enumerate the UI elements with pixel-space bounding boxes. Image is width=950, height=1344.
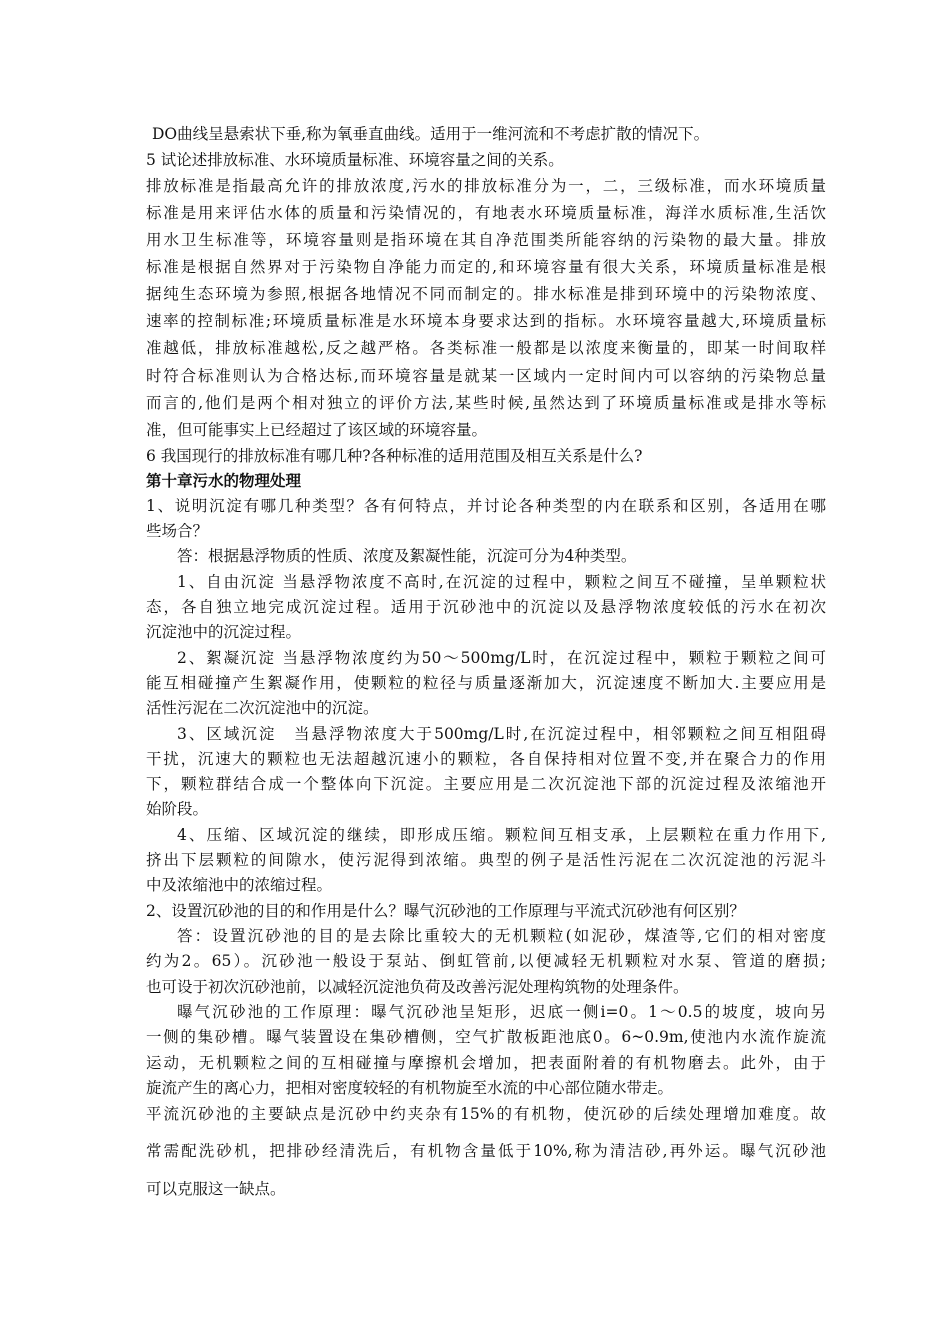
text-line: 下，颗粒群结合成一个整体向下沉淀。主要应用是二次沉淀池下部的沉淀过程及浓缩池开 [146,775,826,793]
text-line: 时符合标准则认为合格达标,而环境容量是就某一区域内一定时间内可以容纳的污染物总量 [146,367,826,385]
text-line: 也可设于初次沉砂池前，以减轻沉淀池负荷及改善污泥处理构筑物的处理条件。 [146,978,689,996]
text-line: 能互相碰撞产生絮凝作用，使颗粒的粒径与质量逐渐加大，沉淀速度不断加大.主要应用是 [146,674,826,692]
text-line: 干扰，沉速大的颗粒也无法超越沉速小的颗粒，各自保持相对位置不变,并在聚合力的作用 [146,750,826,768]
question-heading: 些场合？ [146,522,209,540]
question-heading: 6 我国现行的排放标准有哪几种?各种标准的适用范围及相互关系是什么? [146,447,643,465]
text-line: 曝气沉砂池的工作原理：曝气沉砂池呈矩形，迟底一侧i=0。1～0.5的坡度，坡向另 [177,1003,826,1021]
text-line: 旋流产生的离心力，把相对密度较轻的有机物旋至水流的中心部位随水带走。 [146,1079,674,1097]
question-heading: 2、设置沉砂池的目的和作用是什么？曝气沉砂池的工作原理与平流式沉砂池有何区别？ [146,902,745,920]
text-line: 准，但可能事实上已经超过了该区域的环境容量。 [146,421,488,439]
text-line: 答：设置沉砂池的目的是去除比重较大的无机颗粒(如泥砂，煤渣等,它们的相对密度 [177,927,826,945]
text-line: 标准是用来评估水体的质量和污染情况的，有地表水环境质量标准，海洋水质标准,生活饮 [146,204,826,222]
text-line: 态，各自独立地完成沉淀过程。适用于沉砂池中的沉淀以及悬浮物浓度较低的污水在初次 [146,598,826,616]
text-line: 挤出下层颗粒的间隙水，使污泥得到浓缩。典型的例子是活性污泥在二次沉淀池的污泥斗 [146,851,826,869]
text-line: 用水卫生标准等，环境容量则是指环境在其自净范围类所能容纳的污染物的最大量。排放 [146,231,826,249]
text-line: 准越低，排放标准越松,反之越严格。各类标准一般都是以浓度来衡量的，即某一时间取样 [146,339,826,357]
text-line: 可以克服这一缺点。 [146,1180,286,1198]
text-line: 中及浓缩池中的浓缩过程。 [146,876,333,894]
text-line: 一侧的集砂槽。曝气装置设在集砂槽侧，空气扩散板距池底0。6~0.9m,使池内水流作旋流 [146,1028,826,1046]
text-line: 2、絮凝沉淀 当悬浮物浓度约为50～500mg/L时，在沉淀过程中，颗粒于颗粒之间可 [177,649,826,667]
text-line: 速率的控制标准;环境质量标准是水环境本身要求达到的指标。水环境容量越大,环境质量标 [146,312,826,330]
text-line: 约为2。65）。沉砂池一般设于泵站、倒虹管前,以便减轻无机颗粒对水泵、管道的磨损; [146,952,826,970]
text-line: 而言的,他们是两个相对独立的评价方法,某些时候,虽然达到了环境质量标准或是排水等标 [146,394,826,412]
text-line: 4、压缩、区域沉淀的继续，即形成压缩。颗粒间互相支承，上层颗粒在重力作用下, [177,826,826,844]
question-heading: 5 试论述排放标准、水环境质量标准、环境容量之间的关系。 [146,151,564,169]
text-line: 活性污泥在二次沉淀池中的沉淀。 [146,699,379,717]
text-line: 标准是根据自然界对于污染物自净能力而定的,和环境容量有很大关系，环境质量标准是根 [146,258,826,276]
text-line: 3、区域沉淀 当悬浮物浓度大于500mg/L时,在沉淀过程中，相邻颗粒之间互相阻碍 [177,725,826,743]
text-line: 排放标准是指最高允许的排放浓度,污水的排放标准分为一，二，三级标准，而水环境质量 [146,177,826,195]
chapter-heading: 第十章污水的物理处理 [146,471,302,490]
text-line: 平流沉砂池的主要缺点是沉砂中约夹杂有15%的有机物，使沉砂的后续处理增加难度。故 [146,1105,826,1123]
question-heading: 1、说明沉淀有哪几种类型？各有何特点，并讨论各种类型的内在联系和区别，各适用在哪 [146,497,826,515]
text-line: DO曲线呈悬索状下垂,称为氧垂直曲线。适用于一维河流和不考虑扩散的情况下。 [152,125,710,143]
text-line: 常需配洗砂机，把排砂经清洗后，有机物含量低于10%,称为清洁砂,再外运。曝气沉砂池 [146,1142,826,1160]
text-line: 答：根据悬浮物质的性质、浓度及絮凝性能，沉淀可分为4种类型。 [177,547,637,565]
text-line: 运动，无机颗粒之间的互相碰撞与摩擦机会增加，把表面附着的有机物磨去。此外，由于 [146,1054,826,1072]
text-line: 始阶段。 [146,800,209,818]
text-line: 沉淀池中的沉淀过程。 [146,623,302,641]
text-line: 1、自由沉淀 当悬浮物浓度不高时,在沉淀的过程中，颗粒之间互不碰撞，呈单颗粒状 [177,573,826,591]
text-line: 据纯生态环境为参照,根据各地情况不同而制定的。排水标准是排到环境中的污染物浓度、 [146,285,826,303]
